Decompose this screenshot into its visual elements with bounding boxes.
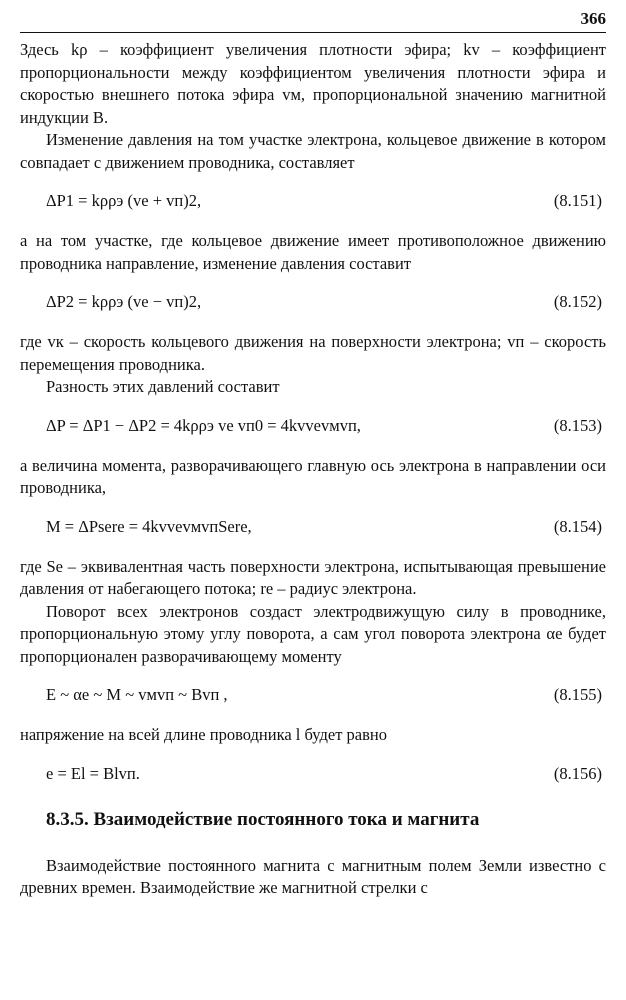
equation-expression: M = ΔPsere = 4kvvevмvпSere,	[46, 516, 252, 536]
equation-number: (8.152)	[553, 292, 602, 311]
equation-number: (8.151)	[553, 191, 602, 210]
paragraph-9: напряжение на всей длине проводника l будет равно	[20, 725, 387, 744]
equation-expression: ΔP2 = kρρэ (ve − vп)2,	[46, 292, 202, 311]
paragraph-1: Здесь kρ – коэффициент увеличения плотности эфира; kv – коэффициент пропорциональности между коэффициентом увеличения плотности эфира и скоростью внешнего потока эфира vм, пропорциональной значению магнитной индукции B.	[20, 40, 606, 127]
page-number: 366	[580, 9, 606, 28]
equation-8-155	[20, 680, 606, 710]
paragraph-2: Изменение давления на том участке электрона, кольцевое движение в котором совпадает с движением проводника, составляет	[20, 130, 606, 172]
equation-number: (8.154)	[553, 516, 602, 536]
paragraph-3: а на том участке, где кольцевое движение имеет противоположное движению проводника направление, изменение давления составит	[20, 231, 606, 273]
equation-expression: ΔP1 = kρρэ (ve + vп)2,	[46, 191, 202, 210]
equation-8-154	[20, 512, 606, 542]
equation-expression: E ~ αe ~ M ~ vмvп ~ Bvп ,	[46, 685, 228, 704]
paragraph-7: где Se – эквивалентная часть поверхности электрона, испытывающая превышение давления от набегающего потока; re – радиус электрона.	[20, 556, 606, 598]
paragraph-4: где vк – скорость кольцевого движения на поверхности электрона; vп – скорость перемещения проводника.	[20, 332, 606, 374]
equation-number: (8.153)	[553, 415, 602, 435]
equation-expression: ΔP = ΔP1 − ΔP2 = 4kρρэ ve vп0 = 4kvvevмvп,	[46, 415, 361, 435]
equation-8-153	[20, 411, 606, 441]
equation-8-156	[20, 759, 606, 789]
equation-number: (8.155)	[553, 685, 602, 704]
paragraph-10: Взаимодействие постоянного магнита с магнитным полем Земли известно с древних времен. Взаимодействие же магнитной стрелки с	[20, 855, 606, 897]
paragraph-5: Разность этих давлений составит	[46, 377, 280, 396]
page	[20, 8, 606, 900]
equation-number: (8.156)	[553, 763, 602, 783]
equation-8-151	[20, 186, 606, 216]
header-rule	[20, 32, 606, 33]
paragraph-8: Поворот всех электронов создаст электродвижущую силу в проводнике, пропорциональную этому углу поворота, а сам угол поворота электрона αe будет пропорционален разворачивающему моменту	[20, 601, 606, 666]
section-heading: 8.3.5. Взаимодействие постоянного тока и магнита	[46, 808, 480, 830]
paragraph-6: а величина момента, разворачивающего главную ось электрона в направлении оси проводника,	[20, 455, 606, 497]
equation-expression: e = El = Blvп.	[46, 763, 140, 783]
equation-8-152	[20, 287, 606, 317]
